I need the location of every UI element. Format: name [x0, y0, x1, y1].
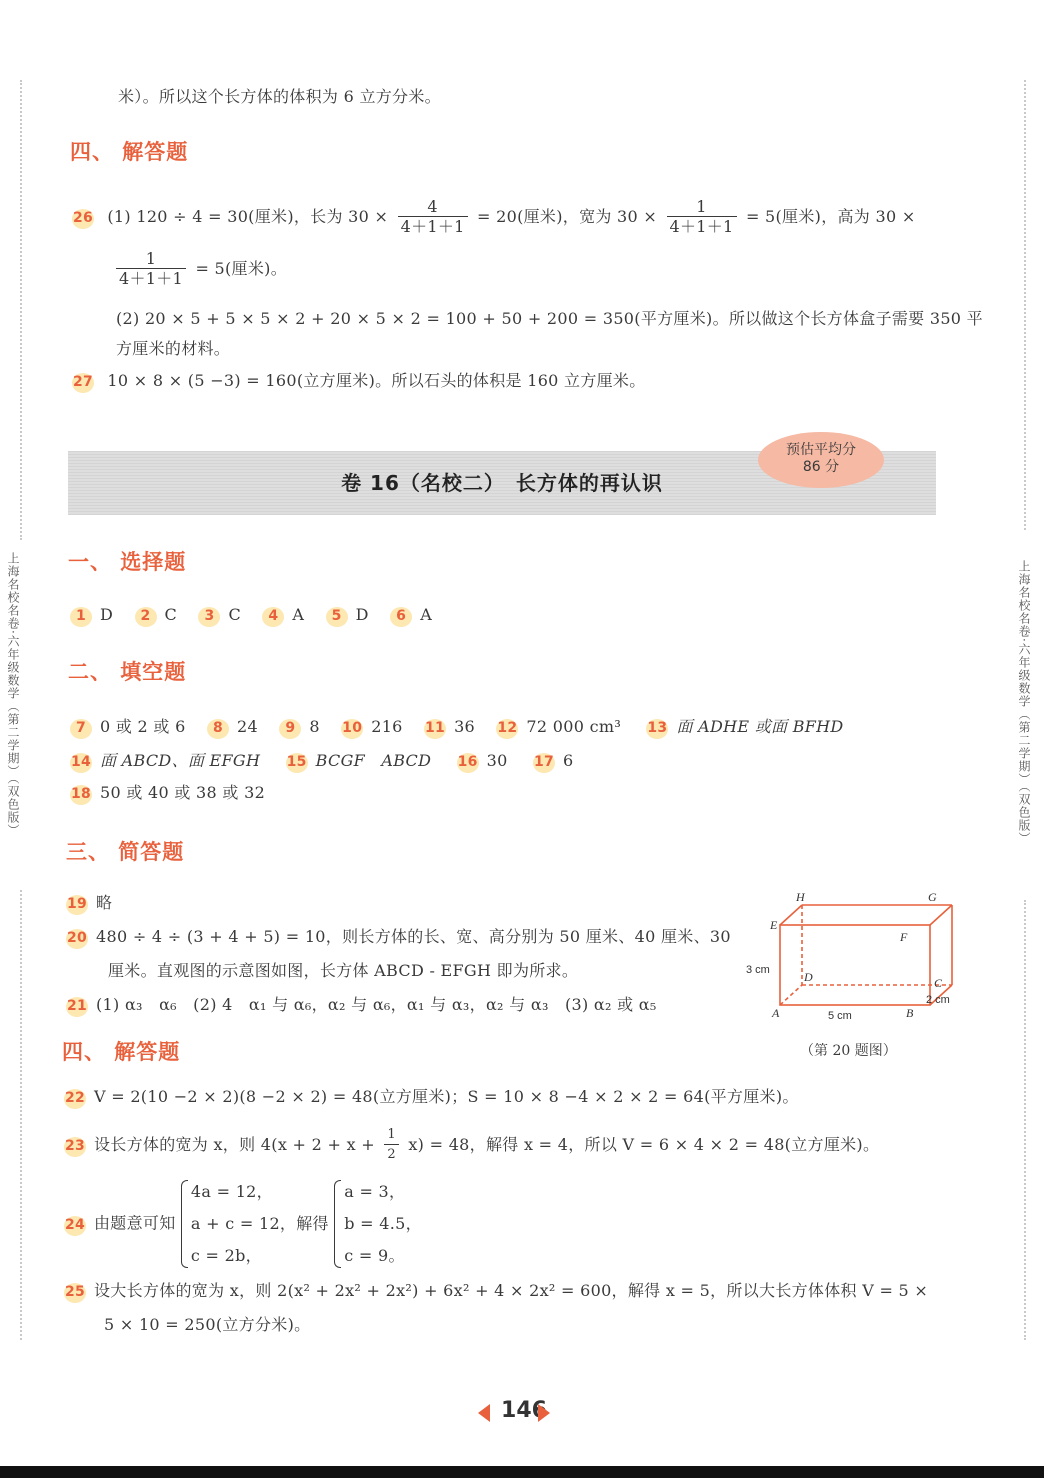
height-label: 3 cm [746, 964, 770, 976]
average-score-badge: 预估平均分 86 分 [758, 432, 884, 488]
right-dotted-rule-lower [1024, 900, 1026, 1340]
fraction: $\frac{1}{4+1+1}$ [116, 250, 186, 289]
question-24: 24 由题意可知 4a = 12， a + c = 12， c = 2b， 解得 a = 3， b = 4.5， c = 9。 [62, 1176, 422, 1272]
figure-caption: （第 20 题图） [800, 1043, 897, 1059]
cuboid-figure [740, 885, 980, 1065]
question-number: 26 [70, 207, 96, 229]
width-label: 2 cm [926, 994, 950, 1006]
vertex-E: E [770, 918, 778, 932]
section-heading-fill: 二、 填空题 [68, 660, 187, 684]
fill-answers-row2: 14 面 ABCD、面 EFGH 15 BCGF ABCD 16 30 17 6 [68, 750, 573, 773]
fill-answers-row3: 18 50 或 40 或 38 或 32 [68, 782, 265, 805]
carry-over-text: 米）。所以这个长方体的体积为 6 立方分米。 [118, 87, 441, 106]
question-26-part1-cont: $\frac{1}{4+1+1}$ = 5(厘米)。 [112, 250, 287, 289]
question-21: 21 (1) α₃ α₆ (2) 4 α₁ 与 α₆，α₂ 与 α₆，α₁ 与 α₃，α₂ 与 α₃ (3) α₂ 或 α₅ [64, 994, 657, 1017]
section-heading-answers-top: 四、 解答题 [70, 140, 189, 164]
solution-system: a = 3， b = 4.5， c = 9。 [334, 1176, 422, 1272]
question-25: 25 设大长方体的宽为 x，则 2(x² + 2x² + 2x²) + 6x² + 4 × 2x² = 600，解得 x = 5，所以大长方体体积 V = 5 × [62, 1280, 928, 1303]
vertex-H: H [796, 890, 805, 904]
question-22: 22 V = 2(10 −2 × 2)(8 −2 × 2) = 48(立方厘米)；S = 10 × 8 −4 × 2 × 2 = 64(平方厘米)。 [62, 1086, 799, 1109]
section-heading-choice: 一、 选择题 [68, 550, 187, 574]
question-27: 27 10 × 8 × (5 −3) = 160(立方厘米)。所以石头的体积是 160 立方厘米。 [70, 370, 646, 393]
question-20: 20 480 ÷ 4 ÷ (3 + 4 + 5) = 10，则长方体的长、宽、高分别为 50 厘米、40 厘米、30 [64, 926, 731, 949]
section-heading-answers: 四、 解答题 [62, 1040, 181, 1064]
vertex-D: D [804, 970, 813, 984]
vertex-G: G [928, 890, 937, 904]
vertex-F: F [900, 930, 908, 944]
question-26-part2-cont: 方厘米的材料。 [116, 339, 231, 358]
fraction: $\frac{1}{2}$ [384, 1126, 399, 1165]
fraction: $\frac{1}{4+1+1}$ [667, 198, 737, 237]
question-23: 23 设长方体的宽为 x，则 4(x + 2 + x + $\frac{1}{2}$ x) = 48，解得 x = 4，所以 V = 6 × 4 × 2 = 48(立方厘米)。 [62, 1126, 879, 1165]
question-25-cont: 5 × 10 = 250(立方分米)。 [104, 1315, 311, 1334]
left-dotted-rule-lower [20, 890, 22, 1340]
page-next-arrow-icon [538, 1404, 550, 1422]
equation-system: 4a = 12， a + c = 12， c = 2b， [181, 1176, 296, 1272]
fraction: $\frac{4}{4+1+1}$ [398, 198, 468, 237]
question-20-cont: 厘米。直观图的示意图如图，长方体 ABCD - EFGH 即为所求。 [108, 961, 579, 980]
section-heading-short-answer: 三、 简答题 [66, 840, 185, 864]
vertex-C: C [934, 976, 943, 990]
side-title-left: 上海名校名卷·六年级数学（第二学期）（双色版） [6, 552, 20, 837]
question-26-part1: 26 (1) 120 ÷ 4 = 30(厘米)，长为 30 × $\frac{4}{4+1+1}$ = 20(厘米)，宽为 30 × $\frac{1}{4+1+1}$ = 5(厘米)，高为 30 × [70, 198, 916, 237]
left-dotted-rule [20, 80, 22, 540]
paper-title: 卷 16（名校二） 长方体的再认识 [341, 471, 663, 495]
right-dotted-rule [1024, 80, 1026, 530]
bottom-edge [0, 1466, 1044, 1478]
question-19: 19 略 [64, 892, 112, 915]
fill-answers-row1: 7 0 或 2 或 6 8 24 9 8 10 216 11 36 12 72 000 cm³ 13 面 ADHE 或面 BFHD [68, 716, 844, 739]
vertex-B: B [906, 1006, 914, 1020]
choice-answers: 1 D 2 C 3 C 4 A 5 D 6 A [68, 604, 432, 627]
length-label: 5 cm [828, 1010, 852, 1022]
question-26-part2: (2) 20 × 5 + 5 × 5 × 2 + 20 × 5 × 2 = 100 + 50 + 200 = 350(平方厘米)。所以做这个长方体盒子需要 350 平 [116, 309, 983, 328]
question-number: 27 [70, 371, 96, 393]
side-title-right: 上海名校名卷·六年级数学（第二学期）（双色版） [1017, 560, 1031, 845]
page-number: 146 [501, 1398, 547, 1423]
vertex-A: A [772, 1006, 780, 1020]
